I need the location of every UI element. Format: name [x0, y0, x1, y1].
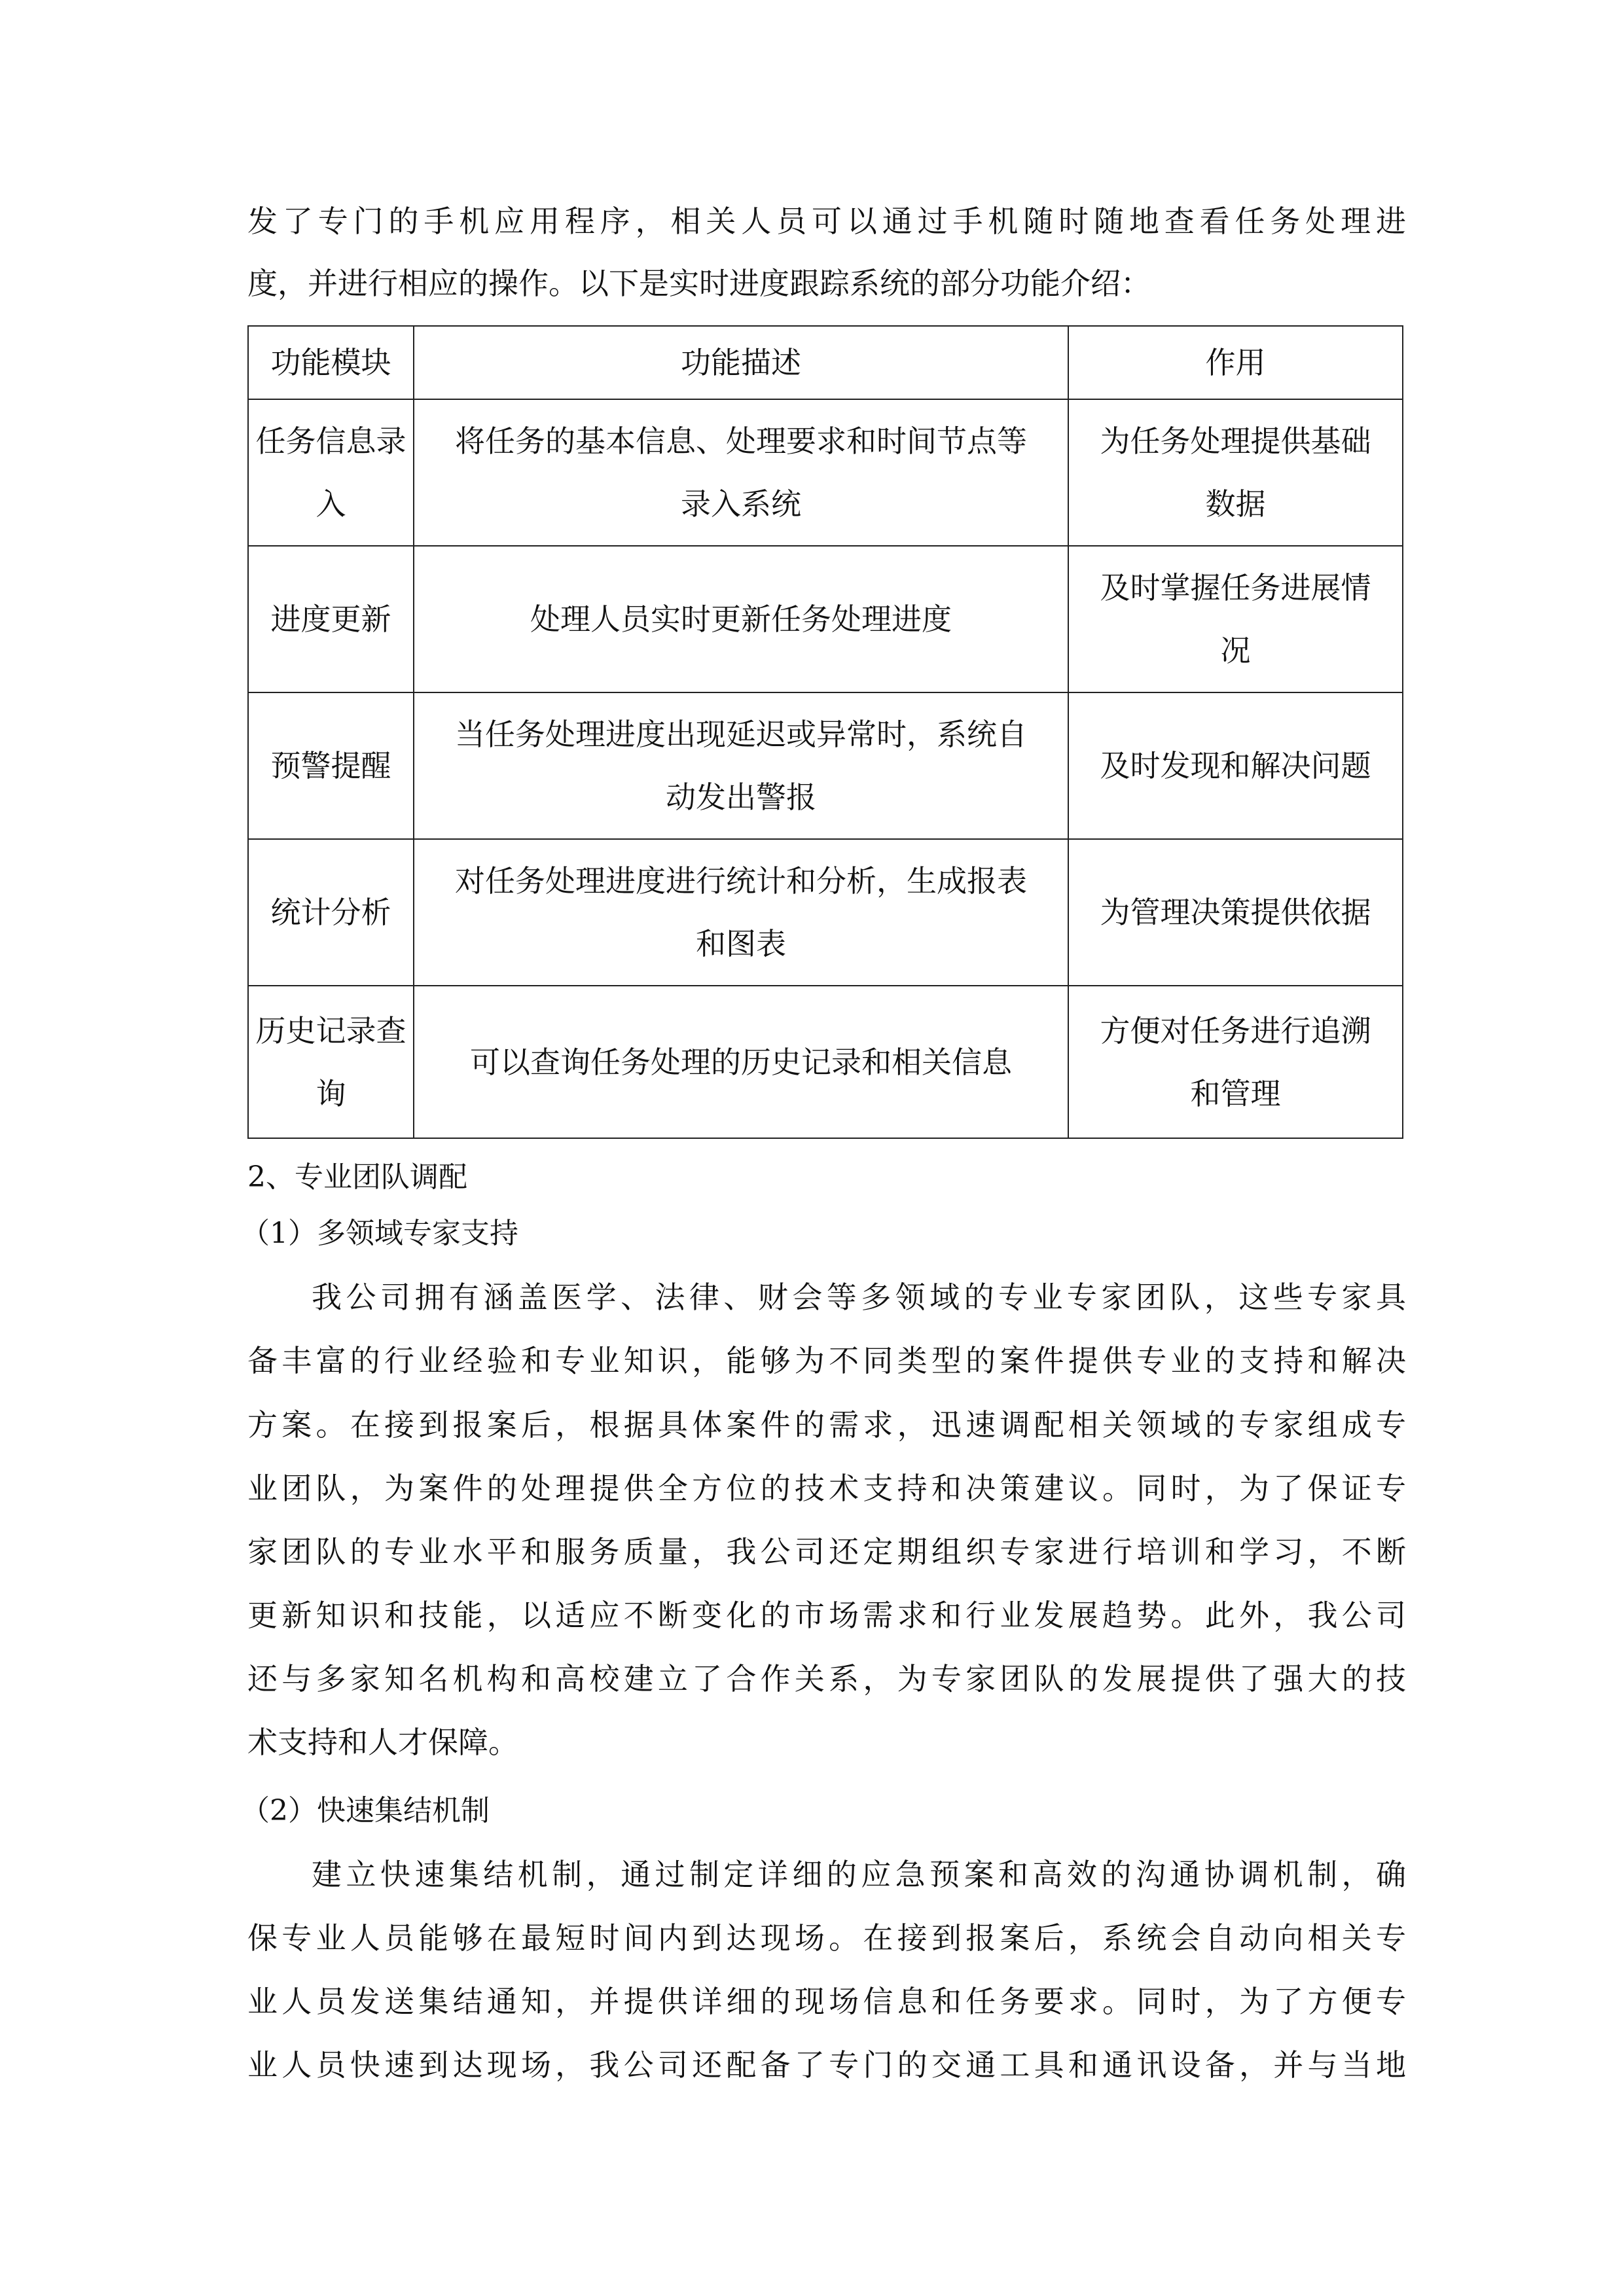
- cell-text: 预警提醒: [270, 748, 391, 783]
- cell-text: 将任务的基本信息、处理要求和时间节点等: [455, 423, 1027, 459]
- table-cell-module: [248, 692, 414, 839]
- paragraph-line: 方案。在接到报案后，根据具体案件的需求，迅速调配相关领域的专家组成专: [247, 1407, 1406, 1443]
- table-cell-effect: [1068, 399, 1403, 546]
- table-row: [248, 546, 1403, 692]
- table-cell-module: [248, 399, 414, 546]
- table-cell-effect: [1068, 546, 1403, 692]
- cell-text: 为任务处理提供基础: [1100, 423, 1371, 459]
- table-cell-description: [414, 839, 1068, 986]
- cell-text: 况: [1220, 633, 1251, 668]
- table-header-cell: 作用: [1068, 326, 1403, 399]
- cell-text: 可以查询任务处理的历史记录和相关信息: [470, 1044, 1012, 1080]
- table-cell-module: [248, 986, 414, 1138]
- table-cell-effect: [1068, 692, 1403, 839]
- paragraph-line: 更新知识和技能，以适应不断变化的市场需求和行业发展趋势。此外，我公司: [247, 1598, 1406, 1633]
- paragraph-line: 业人员发送集结通知，并提供详细的现场信息和任务要求。同时，为了方便专: [247, 1984, 1406, 2019]
- paragraph-line: 术支持和人才保障。: [247, 1725, 518, 1760]
- cell-text: 处理人员实时更新任务处理进度: [530, 601, 952, 637]
- cell-text: 入: [316, 486, 346, 522]
- cell-text: 和图表: [696, 926, 786, 961]
- cell-text: 统计分析: [270, 895, 391, 930]
- intro-line-2: 度，并进行相应的操作。以下是实时进度跟踪系统的部分功能介绍：: [247, 266, 1151, 301]
- table-row: [248, 692, 1403, 839]
- table-header-cell: 功能描述: [414, 326, 1068, 399]
- cell-text: 动发出警报: [666, 780, 816, 815]
- table-header-row: [248, 326, 1403, 399]
- cell-text: 进度更新: [270, 601, 391, 637]
- paragraph-line: 还与多家知名机构和高校建立了合作关系，为专家团队的发展提供了强大的技: [247, 1661, 1406, 1696]
- cell-text: 询: [316, 1075, 346, 1111]
- table-cell-description: [414, 986, 1068, 1138]
- cell-text: 任务信息录: [255, 423, 406, 459]
- table-cell-description: [414, 399, 1068, 546]
- paragraph-line: 业人员快速到达现场，我公司还配备了专门的交通工具和通讯设备，并与当地: [247, 2047, 1406, 2083]
- cell-text: 对任务处理进度进行统计和分析，生成报表: [455, 863, 1027, 899]
- paragraph-line: 保专业人员能够在最短时间内到达现场。在接到报案后，系统会自动向相关专: [247, 1920, 1406, 1956]
- table-row: [248, 986, 1403, 1138]
- function-table: [247, 325, 1403, 1139]
- intro-line-1: 发了专门的手机应用程序，相关人员可以通过手机随时随地查看任务处理进: [247, 204, 1406, 239]
- table-row: [248, 839, 1403, 986]
- section-heading: 2、专业团队调配: [247, 1160, 467, 1194]
- paragraph-line: 我公司拥有涵盖医学、法律、财会等多领域的专业专家团队，这些专家具: [312, 1280, 1406, 1315]
- table-cell-description: [414, 546, 1068, 692]
- table-row: [248, 399, 1403, 546]
- cell-text: 历史记录查: [255, 1013, 406, 1049]
- subsection-heading: （1）多领域专家支持: [241, 1217, 518, 1250]
- cell-text: 及时掌握任务进展情: [1100, 570, 1371, 605]
- cell-text: 数据: [1205, 486, 1266, 522]
- table-cell-effect: [1068, 839, 1403, 986]
- cell-text: 和管理: [1190, 1075, 1281, 1111]
- paragraph-line: 建立快速集结机制，通过制定详细的应急预案和高效的沟通协调机制，确: [312, 1857, 1406, 1892]
- table-cell-effect: [1068, 986, 1403, 1138]
- table-header-cell: 功能模块: [248, 326, 414, 399]
- table-cell-module: [248, 839, 414, 986]
- table-cell-module: [248, 546, 414, 692]
- cell-text: 及时发现和解决问题: [1100, 748, 1371, 783]
- paragraph-line: 业团队，为案件的处理提供全方位的技术支持和决策建议。同时，为了保证专: [247, 1471, 1406, 1506]
- paragraph-line: 备丰富的行业经验和专业知识，能够为不同类型的案件提供专业的支持和解决: [247, 1343, 1406, 1378]
- cell-text: 为管理决策提供依据: [1100, 895, 1371, 930]
- subsection-heading: （2）快速集结机制: [241, 1794, 490, 1827]
- cell-text: 当任务处理进度出现延迟或异常时，系统自: [455, 717, 1027, 752]
- paragraph-line: 家团队的专业水平和服务质量，我公司还定期组织专家进行培训和学习，不断: [247, 1534, 1406, 1570]
- cell-text: 方便对任务进行追溯: [1100, 1013, 1371, 1049]
- table-cell-description: [414, 692, 1068, 839]
- cell-text: 录入系统: [681, 486, 801, 522]
